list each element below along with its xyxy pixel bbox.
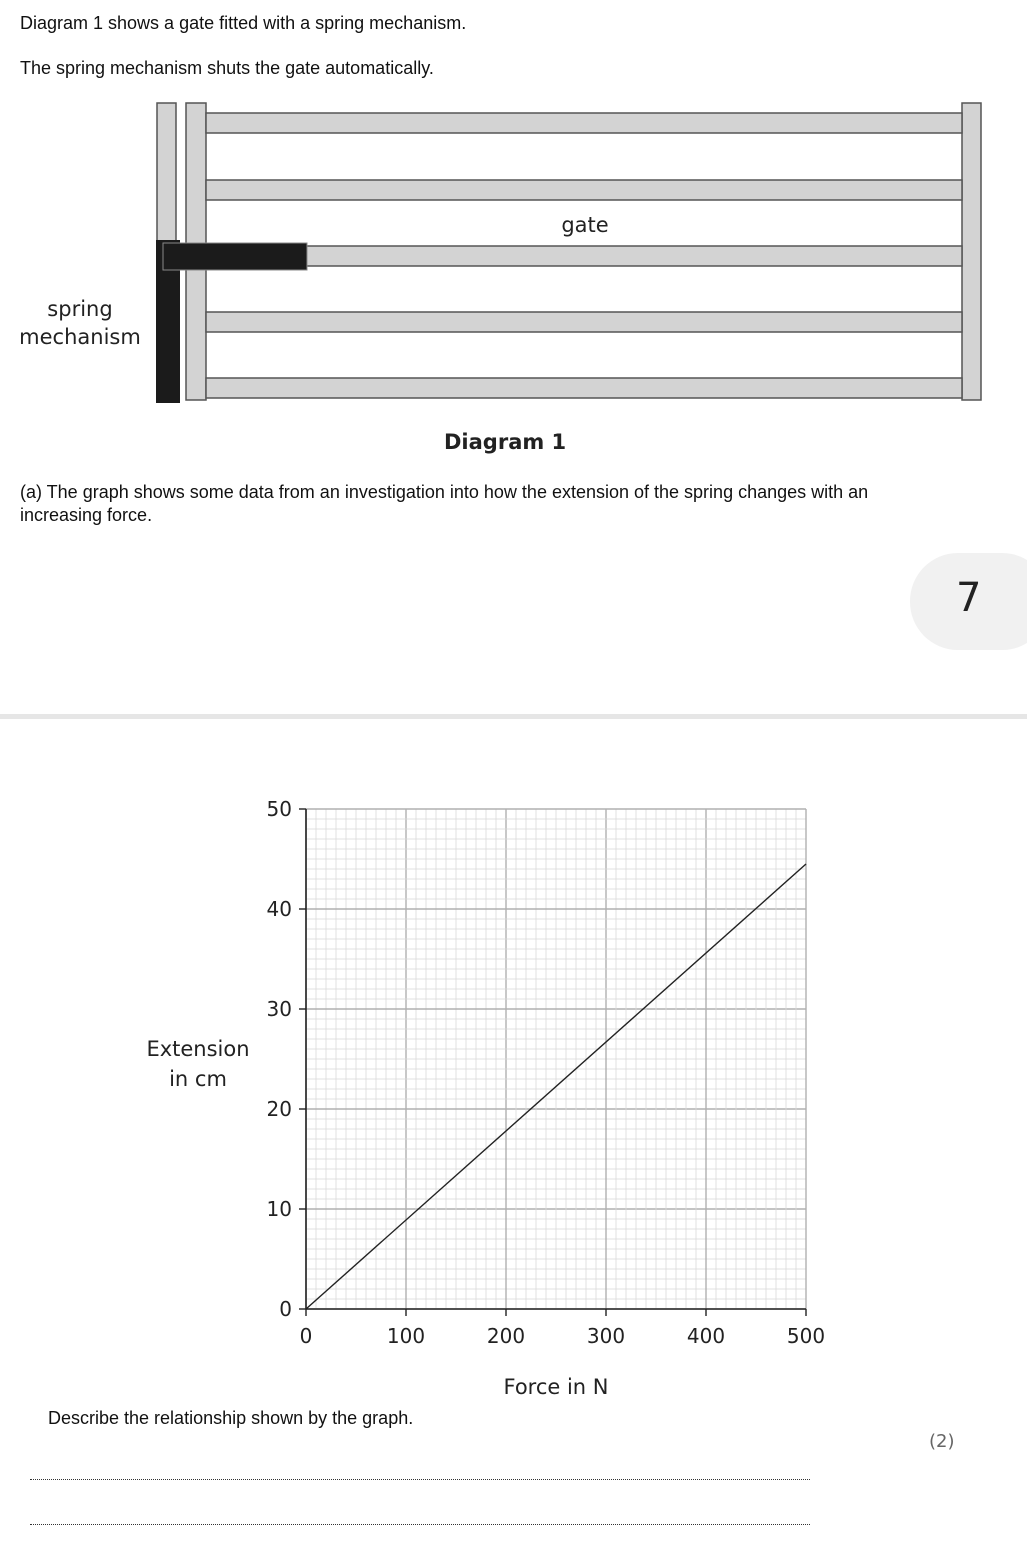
intro-line-2: The spring mechanism shuts the gate automatically. — [20, 58, 434, 78]
answer-line-1[interactable] — [30, 1479, 810, 1480]
spring-mechanism-arm — [163, 243, 307, 270]
marks-label: (2) — [929, 1431, 955, 1452]
spring-label-line2: mechanism — [19, 325, 141, 349]
gate-diagram — [0, 95, 1027, 415]
y-axis-label-line1: Extension — [146, 1037, 250, 1061]
x-tick-label: 500 — [786, 1324, 826, 1348]
intro-line-1: Diagram 1 shows a gate fitted with a spring mechanism. — [20, 13, 467, 33]
x-tick-label: 0 — [299, 1324, 313, 1348]
y-tick-label: 20 — [266, 1097, 292, 1121]
y-tick-label: 50 — [266, 797, 292, 821]
chart-axes — [299, 809, 806, 1316]
y-tick-label: 40 — [266, 897, 292, 921]
gate-rail-1 — [206, 113, 962, 133]
gate-label: gate — [561, 213, 609, 237]
diagram-caption: Diagram 1 — [444, 430, 567, 454]
x-axis-label: Force in N — [503, 1375, 609, 1399]
gate-rail-2 — [206, 180, 962, 200]
y-tick-label: 10 — [266, 1197, 292, 1221]
x-tick-label: 100 — [386, 1324, 426, 1348]
chart-grid — [306, 809, 806, 1309]
x-tick-label: 400 — [686, 1324, 726, 1348]
spring-label-line1: spring — [47, 297, 113, 321]
page-number: 7 — [956, 575, 982, 621]
gate-stile-right — [962, 103, 981, 400]
answer-line-2[interactable] — [30, 1524, 810, 1525]
gate-rail-5 — [206, 378, 962, 398]
y-tick-label: 0 — [279, 1297, 292, 1321]
question-a-text: (a) The graph shows some data from an investigation into how the extension of the spring changes with an increasing force. — [20, 482, 869, 525]
question-prompt: Describe the relationship shown by the graph. — [48, 1408, 414, 1428]
x-tick-label: 300 — [586, 1324, 626, 1348]
y-axis-label-line2: in cm — [169, 1067, 227, 1091]
page-number-badge — [910, 553, 1027, 650]
x-tick-label: 200 — [486, 1324, 526, 1348]
extension-force-chart — [0, 780, 1027, 1410]
gate-rail-3 — [206, 246, 962, 266]
gate-rail-4 — [206, 312, 962, 332]
y-tick-label: 30 — [266, 997, 292, 1021]
page-separator — [0, 714, 1027, 719]
